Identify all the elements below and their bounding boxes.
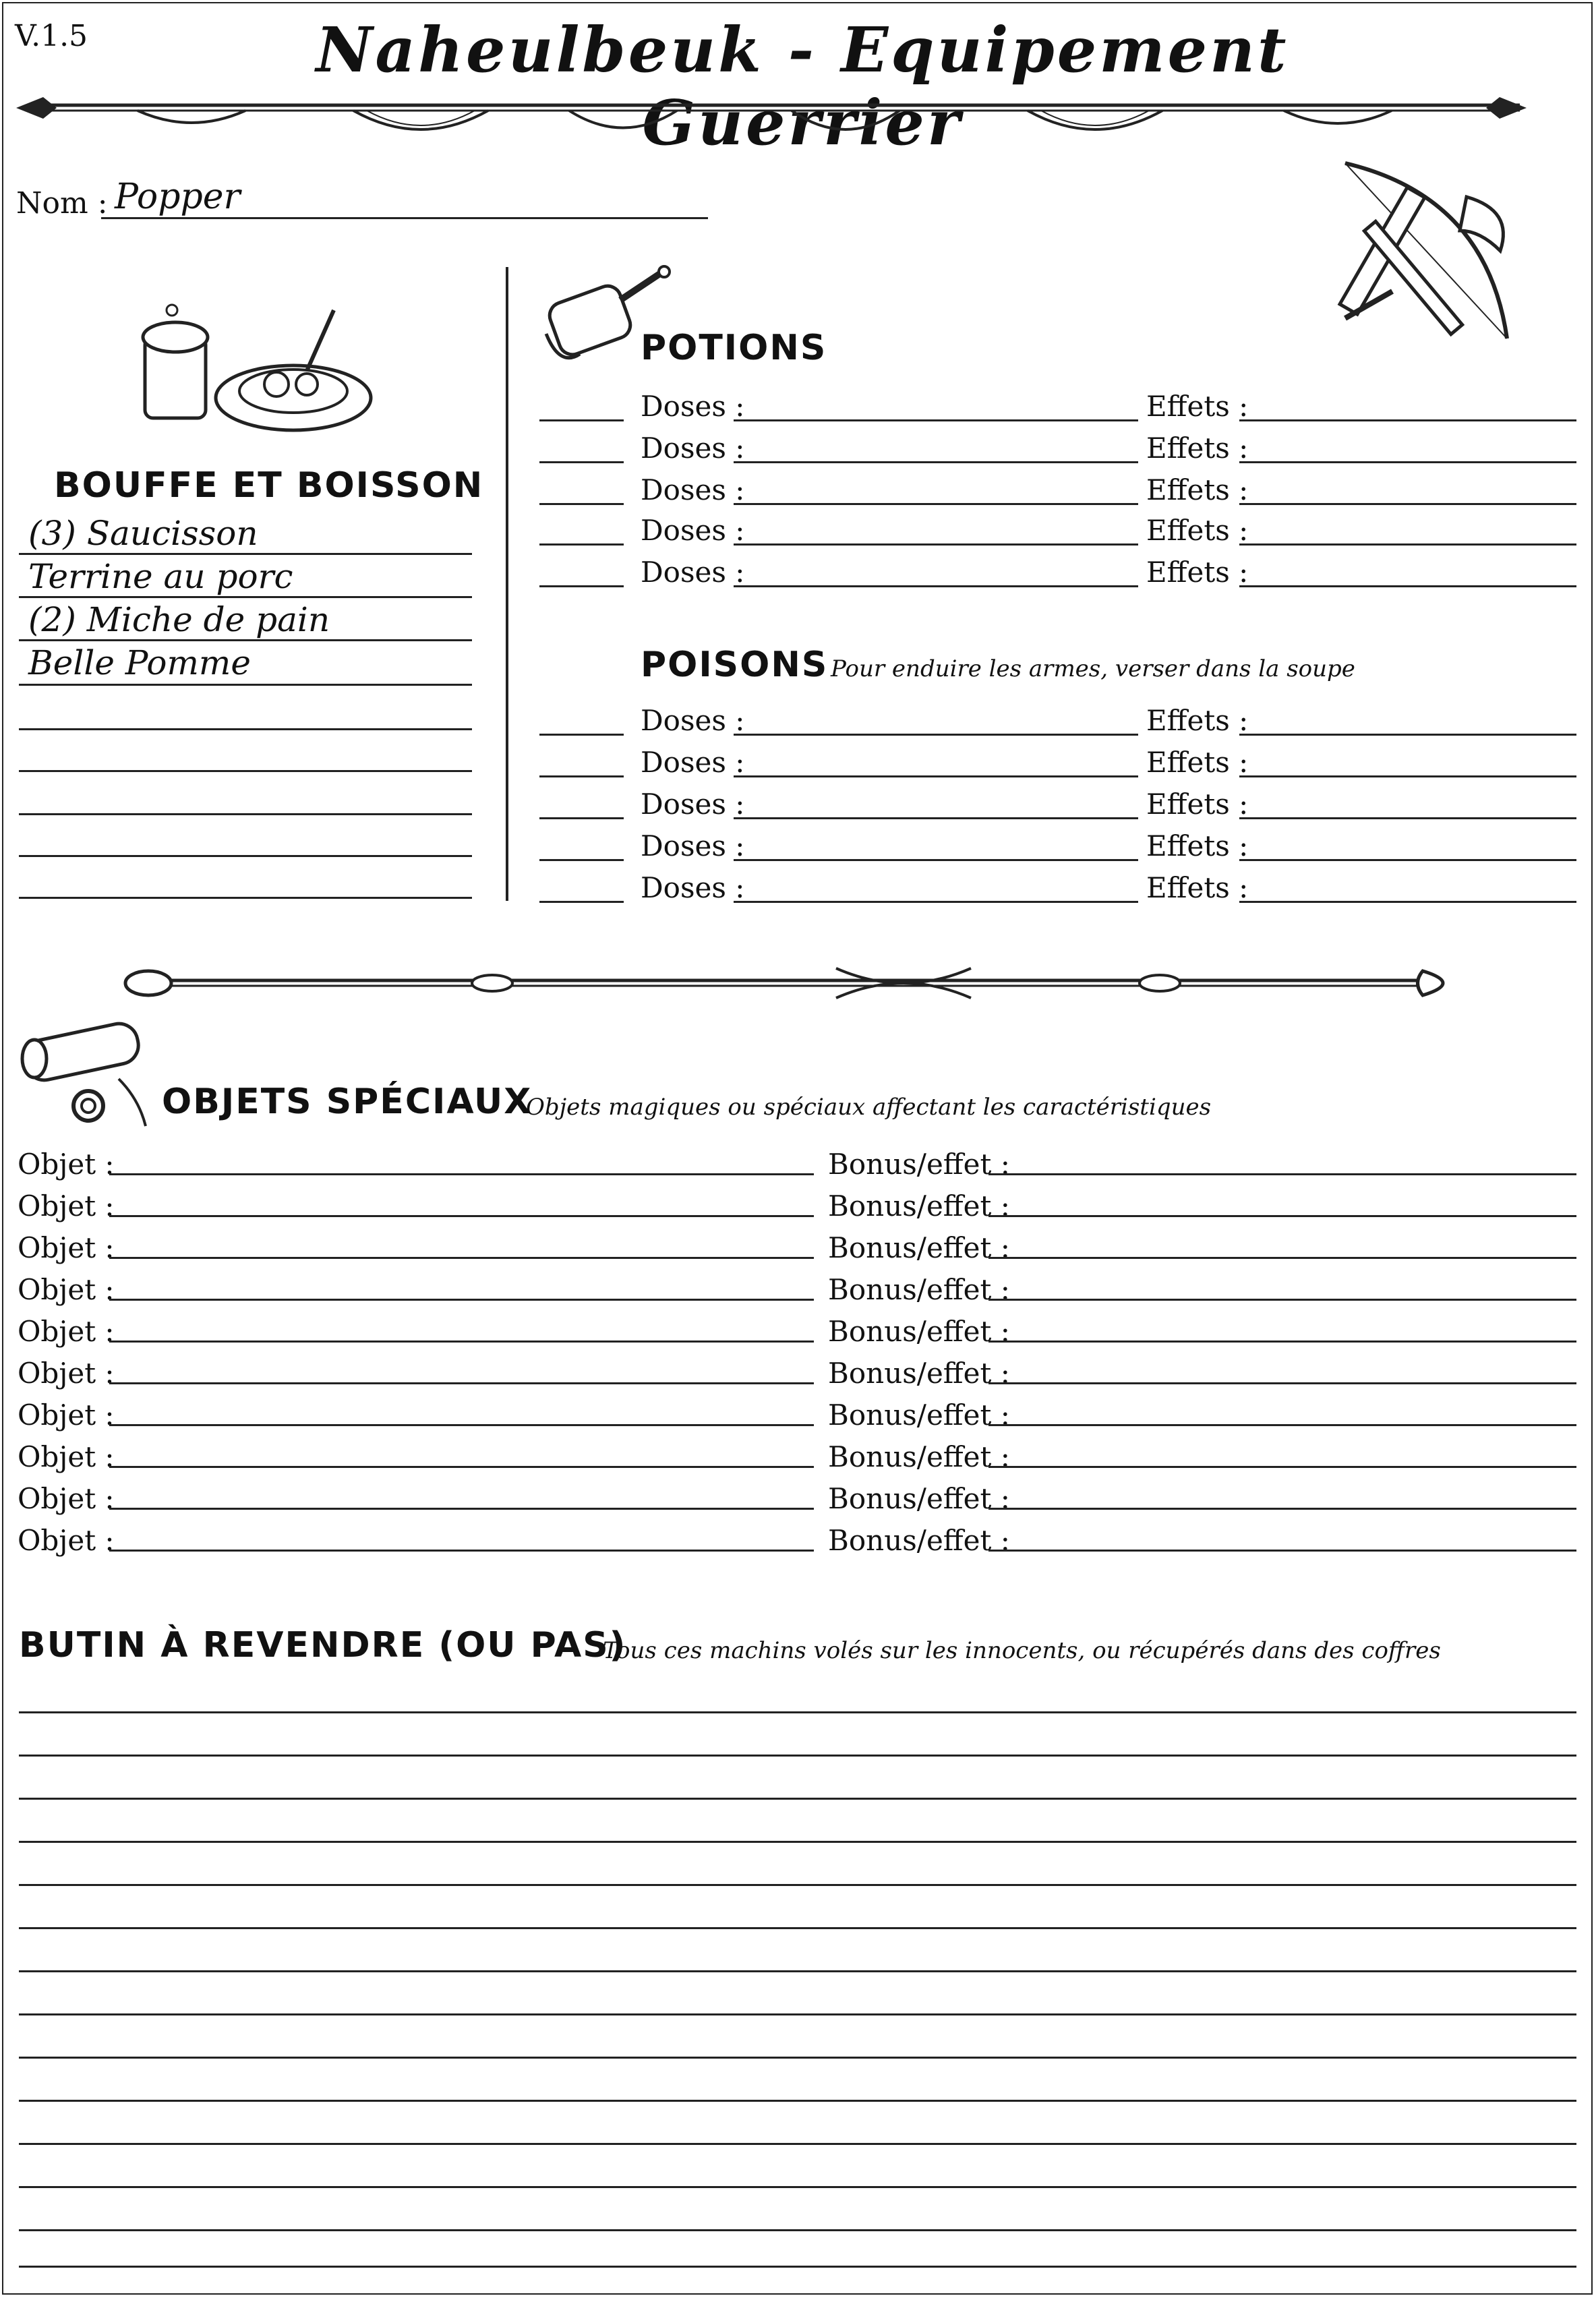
poisons-subtitle: Pour enduire les armes, verser dans la soupe xyxy=(831,655,1355,682)
effect-line xyxy=(1239,775,1576,777)
dose-line xyxy=(734,901,1138,903)
effect-label: Effets : xyxy=(1146,829,1249,862)
loot-line[interactable] xyxy=(19,2186,1576,2188)
object-line xyxy=(109,1173,814,1175)
object-label: Objet : xyxy=(18,1189,115,1222)
effect-label: Effets : xyxy=(1146,432,1249,465)
food-line xyxy=(19,728,472,730)
effect-label: Effets : xyxy=(1146,473,1249,506)
object-line xyxy=(109,1508,814,1510)
dose-line xyxy=(734,734,1138,736)
dose-line xyxy=(734,775,1138,777)
potion-mark-line[interactable] xyxy=(539,461,624,463)
dose-label: Doses : xyxy=(641,514,745,547)
bonus-line xyxy=(988,1382,1576,1384)
food-line xyxy=(19,855,472,857)
effect-line xyxy=(1239,503,1576,505)
bonus-label: Bonus/effet : xyxy=(828,1398,1010,1432)
column-divider xyxy=(506,267,508,901)
effect-label: Effets : xyxy=(1146,746,1249,779)
food-line xyxy=(19,639,472,641)
effect-line xyxy=(1239,859,1576,861)
loot-line[interactable] xyxy=(19,2057,1576,2059)
object-label: Objet : xyxy=(18,1231,115,1264)
effect-line xyxy=(1239,901,1576,903)
object-label: Objet : xyxy=(18,1357,115,1390)
object-label: Objet : xyxy=(18,1273,115,1306)
loot-line[interactable] xyxy=(19,1755,1576,1757)
food-item[interactable]: (2) Miche de pain xyxy=(28,600,330,639)
loot-line[interactable] xyxy=(19,2100,1576,2102)
effect-line xyxy=(1239,419,1576,421)
dose-label: Doses : xyxy=(641,829,745,862)
object-line xyxy=(109,1215,814,1217)
dose-line xyxy=(734,585,1138,587)
object-line xyxy=(109,1257,814,1259)
food-line xyxy=(19,813,472,815)
poison-mark-line[interactable] xyxy=(539,817,624,819)
bonus-line xyxy=(988,1215,1576,1217)
effect-label: Effets : xyxy=(1146,390,1249,423)
food-plate-icon xyxy=(138,297,374,438)
effect-line xyxy=(1239,461,1576,463)
loot-line[interactable] xyxy=(19,1798,1576,1800)
dose-label: Doses : xyxy=(641,390,745,423)
object-label: Objet : xyxy=(18,1398,115,1432)
crossed-weapons-icon xyxy=(1332,156,1534,345)
dose-line xyxy=(734,461,1138,463)
bonus-label: Bonus/effet : xyxy=(828,1189,1010,1222)
dose-line xyxy=(734,503,1138,505)
object-line xyxy=(109,1299,814,1301)
food-item[interactable]: (3) Saucisson xyxy=(28,514,258,553)
food-item[interactable]: Terrine au porc xyxy=(28,557,293,596)
bonus-line xyxy=(988,1424,1576,1426)
potion-mark-line[interactable] xyxy=(539,585,624,587)
name-label: Nom : xyxy=(16,186,108,220)
food-line xyxy=(19,770,472,772)
effect-label: Effets : xyxy=(1146,556,1249,589)
effect-line xyxy=(1239,543,1576,546)
dose-label: Doses : xyxy=(641,473,745,506)
bonus-label: Bonus/effet : xyxy=(828,1524,1010,1557)
special-subtitle: Objets magiques ou spéciaux affectant les caractéristiques xyxy=(526,1094,1212,1121)
bonus-line xyxy=(988,1340,1576,1343)
bonus-label: Bonus/effet : xyxy=(828,1482,1010,1515)
effect-label: Effets : xyxy=(1146,871,1249,904)
loot-line[interactable] xyxy=(19,1884,1576,1886)
object-label: Objet : xyxy=(18,1482,115,1515)
food-line xyxy=(19,897,472,899)
dose-line xyxy=(734,543,1138,546)
effect-line xyxy=(1239,817,1576,819)
object-label: Objet : xyxy=(18,1315,115,1348)
loot-line[interactable] xyxy=(19,1927,1576,1929)
object-line xyxy=(109,1424,814,1426)
bonus-line xyxy=(988,1257,1576,1259)
object-label: Objet : xyxy=(18,1524,115,1557)
loot-line[interactable] xyxy=(19,2143,1576,2145)
dose-line xyxy=(734,817,1138,819)
bonus-line xyxy=(988,1550,1576,1552)
bonus-label: Bonus/effet : xyxy=(828,1440,1010,1473)
special-title: OBJETS SPÉCIAUX xyxy=(162,1082,533,1122)
poison-mark-line[interactable] xyxy=(539,734,624,736)
effect-label: Effets : xyxy=(1146,514,1249,547)
dose-label: Doses : xyxy=(641,871,745,904)
object-label: Objet : xyxy=(18,1148,115,1181)
effect-line xyxy=(1239,734,1576,736)
poison-mark-line[interactable] xyxy=(539,901,624,903)
dose-label: Doses : xyxy=(641,432,745,465)
bonus-label: Bonus/effet : xyxy=(828,1231,1010,1264)
potions-title: POTIONS xyxy=(641,328,827,368)
spear-icon xyxy=(16,81,1527,155)
object-line xyxy=(109,1466,814,1468)
page-title: Naheulbeuk - Equipement Guerrier xyxy=(316,13,1289,159)
loot-line[interactable] xyxy=(19,2013,1576,2015)
bonus-label: Bonus/effet : xyxy=(828,1357,1010,1390)
dose-label: Doses : xyxy=(641,788,745,821)
loot-title: BUTIN À REVENDRE (OU PAS) xyxy=(19,1625,627,1666)
object-label: Objet : xyxy=(18,1440,115,1473)
potion-mark-line[interactable] xyxy=(539,419,624,421)
dose-label: Doses : xyxy=(641,556,745,589)
loot-line[interactable] xyxy=(19,1970,1576,1972)
loot-line[interactable] xyxy=(19,2229,1576,2231)
poisons-title: POISONS xyxy=(641,645,829,685)
dose-label: Doses : xyxy=(641,746,745,779)
bonus-label: Bonus/effet : xyxy=(828,1315,1010,1348)
potion-mark-line[interactable] xyxy=(539,503,624,505)
object-line xyxy=(109,1382,814,1384)
poison-mark-line[interactable] xyxy=(539,775,624,777)
staff-icon xyxy=(128,958,1463,1005)
dose-label: Doses : xyxy=(641,704,745,737)
loot-line[interactable] xyxy=(19,1841,1576,1843)
effect-label: Effets : xyxy=(1146,704,1249,737)
version-label: V.1.5 xyxy=(15,19,88,53)
bonus-line xyxy=(988,1508,1576,1510)
object-line xyxy=(109,1340,814,1343)
object-line xyxy=(109,1550,814,1552)
food-line xyxy=(19,553,472,555)
bonus-line xyxy=(988,1173,1576,1175)
poison-mark-line[interactable] xyxy=(539,859,624,861)
name-field[interactable]: Popper xyxy=(115,177,241,217)
bonus-label: Bonus/effet : xyxy=(828,1148,1010,1181)
scroll-ring-icon xyxy=(18,1018,152,1133)
dose-line xyxy=(734,859,1138,861)
loot-line[interactable] xyxy=(19,2266,1576,2268)
effect-label: Effets : xyxy=(1146,788,1249,821)
food-line xyxy=(19,596,472,598)
food-line xyxy=(19,684,472,686)
loot-subtitle: Tous ces machins volés sur les innocents, ou récupérés dans des coffres xyxy=(603,1637,1441,1664)
food-item[interactable]: Belle Pomme xyxy=(28,643,251,682)
name-line xyxy=(101,217,708,219)
loot-line[interactable] xyxy=(19,1711,1576,1713)
effect-line xyxy=(1239,585,1576,587)
bonus-line xyxy=(988,1466,1576,1468)
dose-line xyxy=(734,419,1138,421)
food-title: BOUFFE ET BOISSON xyxy=(54,465,484,506)
potion-mark-line[interactable] xyxy=(539,543,624,546)
bonus-label: Bonus/effet : xyxy=(828,1273,1010,1306)
bonus-line xyxy=(988,1299,1576,1301)
